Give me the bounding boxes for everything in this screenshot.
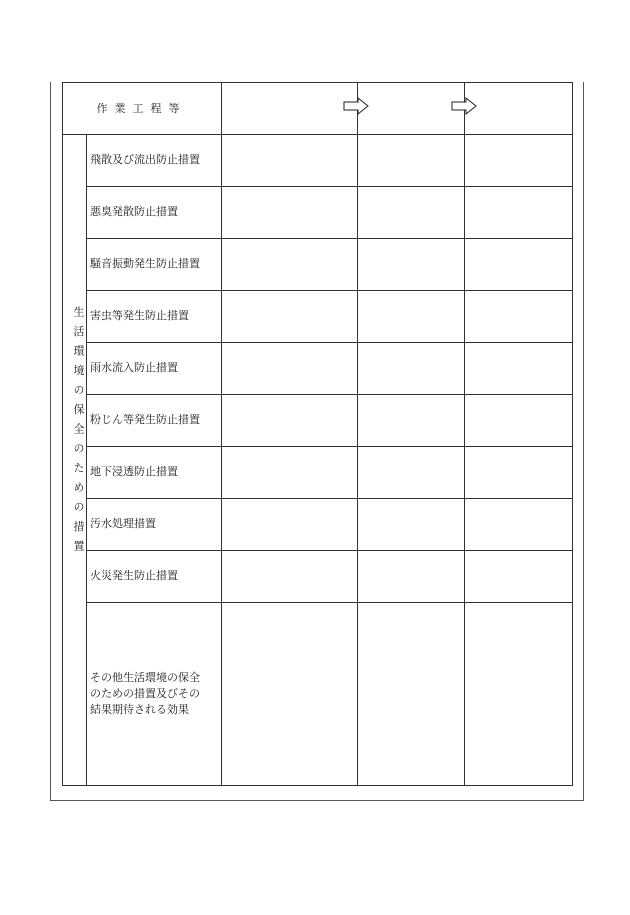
other-measures-line: その他生活環境の保全 (90, 671, 200, 684)
row-label-odor: 悪臭発散防止措置 (90, 205, 178, 218)
section-vertical-label: 生活環境の保全のための措置 (72, 306, 85, 560)
row-divider (86, 186, 572, 187)
column-divider (464, 82, 465, 786)
row-divider (86, 446, 572, 447)
right-arrow-icon (451, 97, 477, 115)
column-divider (221, 82, 222, 786)
row-label-ground-seepage: 地下浸透防止措置 (90, 465, 178, 478)
row-divider (86, 498, 572, 499)
row-label-rainwater: 雨水流入防止措置 (90, 361, 178, 374)
row-divider (86, 602, 572, 603)
row-divider (86, 342, 572, 343)
row-label-dust: 粉じん等発生防止措置 (90, 413, 200, 426)
work-process-header: 作業工程等 (96, 102, 187, 115)
row-label-fire: 火災発生防止措置 (90, 569, 178, 582)
row-divider (86, 290, 572, 291)
row-divider (86, 550, 572, 551)
row-label-pests: 害虫等発生防止措置 (90, 309, 189, 322)
row-divider (86, 394, 572, 395)
other-measures-line: 結果期待される効果 (90, 703, 189, 716)
other-measures-line: のための措置及びその (90, 687, 200, 700)
section-divider (86, 134, 87, 786)
right-arrow-icon (343, 97, 369, 115)
row-divider (86, 238, 572, 239)
row-label-noise-vibration: 騒音振動発生防止措置 (90, 257, 200, 270)
header-divider (62, 134, 572, 135)
row-label-wastewater: 汚水処理措置 (90, 517, 156, 530)
table-border-right (572, 82, 573, 786)
table-border-bottom (62, 785, 572, 786)
column-divider (357, 82, 358, 786)
row-label-scatter-runoff: 飛散及び流出防止措置 (90, 153, 200, 166)
